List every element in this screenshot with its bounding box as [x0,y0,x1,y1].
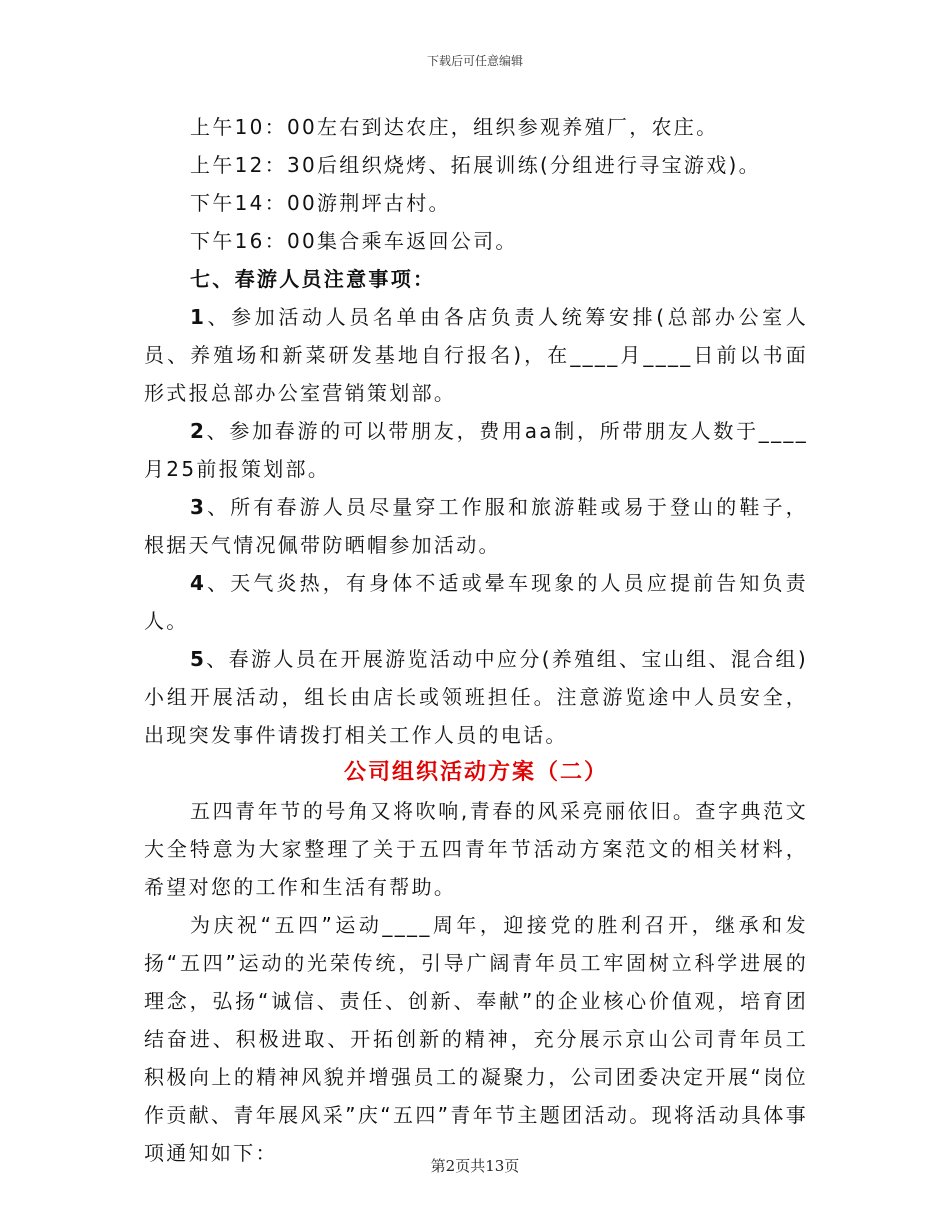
notice-item [144,412,808,488]
paragraph: 五四青年节的号角又将吹响,青春的风采亮丽依旧。查字典范文大全特意为大家整理了关于五四青年节活动方案范文的相关材料，希望对您的工作和生活有帮助。 [144,799,808,899]
item-text: 、天气炎热，有身体不适或晕车现象的人员应提前告知负责人。 [144,571,808,633]
notice-item [144,298,808,412]
page-footer: 第2页共13页 [430,1157,520,1175]
notice-item [144,640,808,754]
item-number: 4 [190,571,207,595]
item-text: 、所有春游人员尽量穿工作服和旅游鞋或易于登山的鞋子，根据天气情况佩带防晒帽参加活动。 [144,495,808,557]
item-number: 2 [190,419,207,443]
page-header: 下载后可任意编辑 [426,54,523,68]
document-body [144,108,808,1172]
schedule-line: 下午16：00集合乘车返回公司。 [190,229,518,253]
section-heading: 七、春游人员注意事项： [190,267,436,291]
schedule-line: 上午10：00左右到达农庄，组织参观养殖厂，农庄。 [190,115,719,139]
section-title: 公司组织活动方案（二） [343,760,608,785]
schedule-line: 上午12：30后组织烧烤、拓展训练(分组进行寻宝游戏)。 [190,153,761,177]
item-number: 3 [190,495,207,519]
notice-item [144,564,808,640]
item-text: 、参加春游的可以带朋友，费用aa制，所带朋友人数于____月25前报策划部。 [144,419,808,481]
item-number: 5 [190,647,207,671]
item-number: 1 [190,305,207,329]
item-text: 、春游人员在开展游览活动中应分(养殖组、宝山组、混合组)小组开展活动，组长由店长或领班担任。注意游览途中人员安全，出现突发事件请拨打相关工作人员的电话。 [144,647,808,747]
item-text: 、参加活动人员名单由各店负责人统筹安排(总部办公室人员、养殖场和新菜研发基地自行报名)，在____月____日前以书面形式报总部办公室营销策划部。 [144,305,808,405]
schedule-line: 下午14：00游荆坪古村。 [190,191,451,215]
notice-item [144,488,808,564]
paragraph: 为庆祝“五四”运动____周年，迎接党的胜利召开，继承和发扬“五四”运动的光荣传统，引导广阔青年员工牢固树立科学进展的理念，弘扬“诚信、责任、创新、奉献”的企业核心价值观，培育团结奋进、积极进取、开拓创新的精神，充分展示京山公司青年员工积极向上的精神风貌并增强员工的凝聚力，公司团委决定开展“岗位作贡献、青年展风采”庆“五四”青年节主题团活动。现将活动具体事项通知如下： [144,913,808,1165]
